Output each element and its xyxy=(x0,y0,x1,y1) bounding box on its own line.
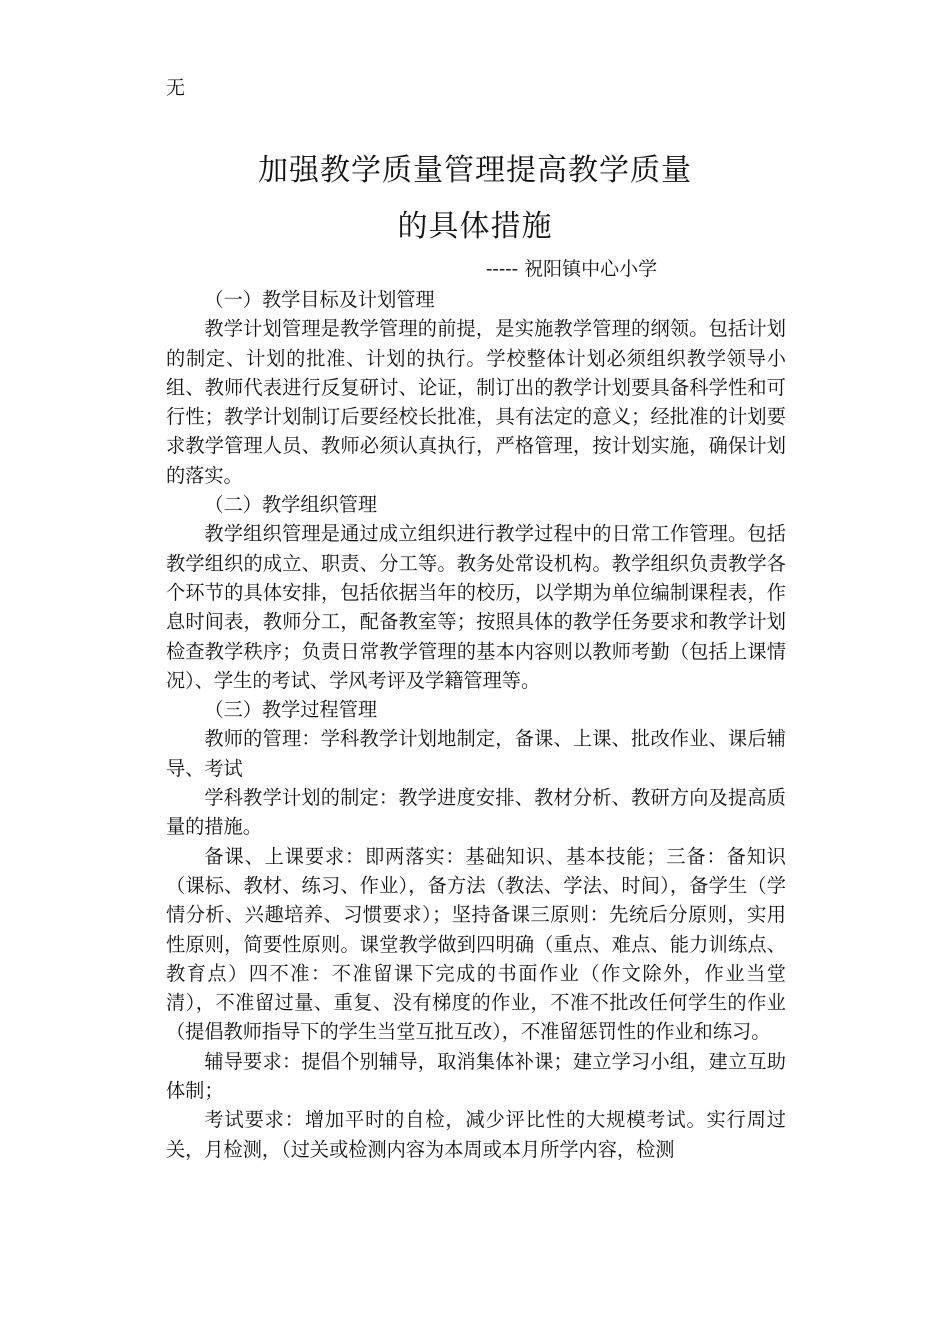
paragraph: 学科教学计划的制定：教学进度安排、教材分析、教研方向及提高质量的措施。 xyxy=(166,786,786,839)
paragraph: 辅导要求：提倡个别辅导，取消集体补课；建立学习小组，建立互助体制； xyxy=(166,1049,786,1103)
section-heading: （一）教学目标及计划管理 xyxy=(204,288,435,311)
paragraph: 教学计划管理是教学管理的前提，是实施教学管理的纲领。包括计划的制定、计划的批准、计划的执行。学校整体计划必须组织教学领导小组、教师代表进行反复研讨、论证，制订出的教学计划要具备科学性和可行性；教学计划制订后要经校长批准，具有法定的意义；经批准的计划要求教学管理人员、教师必须认真执行，严格管理，按计划实施，确保计划的落实。 xyxy=(166,317,786,487)
author-byline: ----- 祝阳镇中心小学 xyxy=(486,258,658,280)
document-body xyxy=(166,285,786,1164)
document-title-line-1: 加强教学质量管理提高教学质量 xyxy=(258,153,692,188)
paragraph: 教师的管理：学科教学计划地制定，备课、上课、批改作业、课后辅导、考试 xyxy=(166,727,786,780)
paragraph: 教学组织管理是通过成立组织进行教学过程中的日常工作管理。包括教学组织的成立、职责、分工等。教务处常设机构。教学组织负责教学各个环节的具体安排，包括依据当年的校历，以学期为单位编制课程表，作息时间表，教师分工，配备教室等；按照具体的教学任务要求和教学计划检查教学秩序；负责日常教学管理的基本内容则以教师考勤（包括上课情况）、学生的考试、学风考评及学籍管理等。 xyxy=(166,522,786,692)
paragraph: 备课、上课要求：即两落实：基础知识、基本技能；三备：备知识（课标、教材、练习、作业），备方法（教法、学法、时间），备学生（学情分析、兴趣培养、习惯要求）；坚持备课三原则：先统后分原则，实用性原则，简要性原则。课堂教学做到四明确（重点、难点、能力训练点、教育点）四不准：不准留课下完成的书面作业（作文除外，作业当堂清），不准留过量、重复、没有梯度的作业，不准不批改任何学生的作业（提倡教师指导下的学生当堂互批互改），不准留惩罚性的作业和练习。 xyxy=(166,844,786,1044)
header-mark: 无 xyxy=(166,77,186,99)
paragraph: 考试要求：增加平时的自检，减少评比性的大规模考试。实行周过关，月检测，（过关或检测内容为本周或本月所学内容，检测 xyxy=(166,1108,786,1161)
section-heading: （二）教学组织管理 xyxy=(204,493,378,517)
section-heading: （三）教学过程管理 xyxy=(204,698,378,722)
document-title-line-2: 的具体措施 xyxy=(397,209,553,244)
